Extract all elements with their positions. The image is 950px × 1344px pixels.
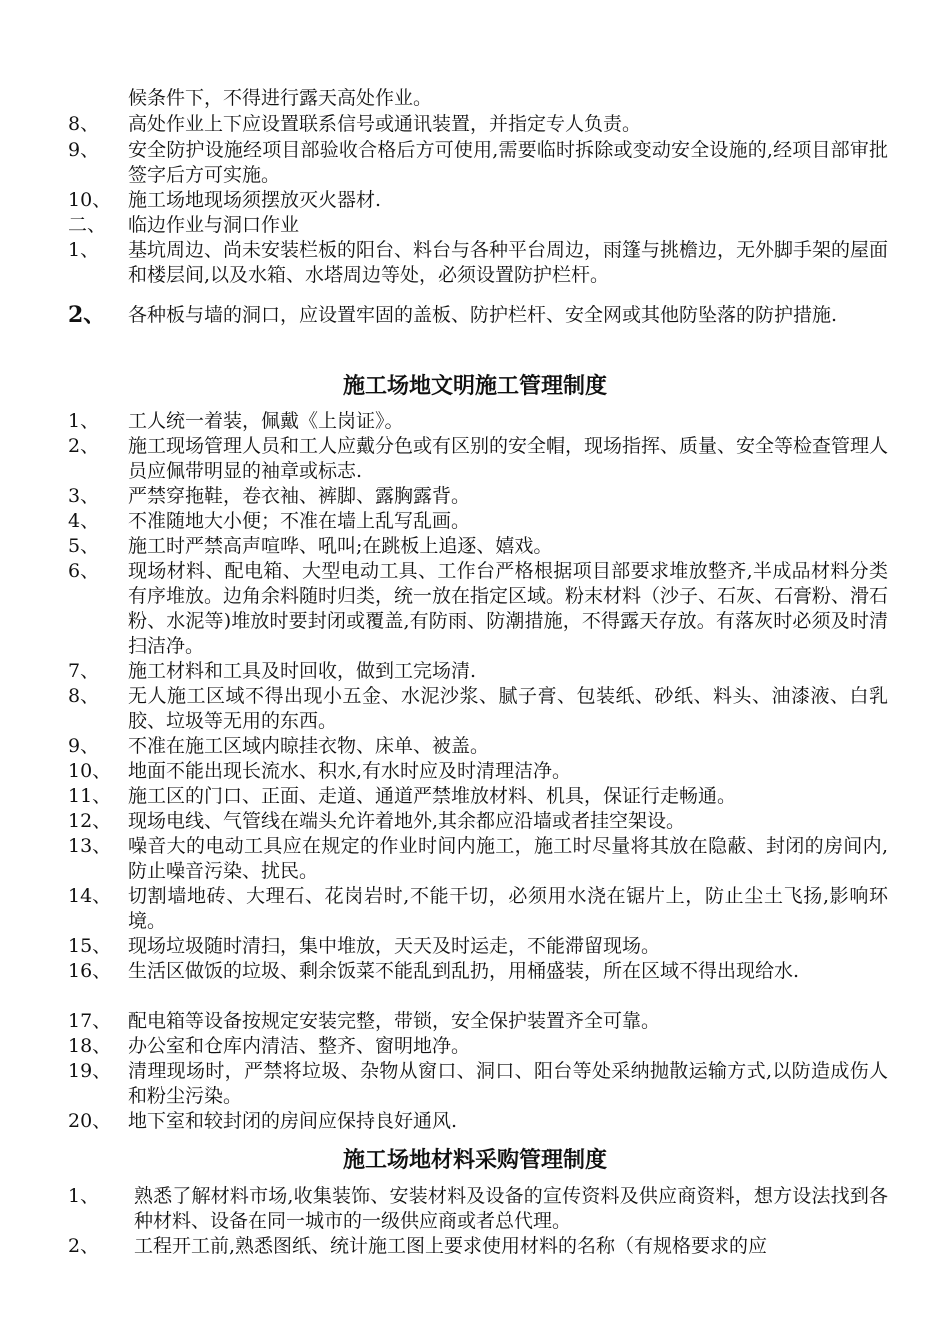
item-text: 清理现场时，严禁将垃圾、杂物从窗口、洞口、阳台等处采纳抛散运输方式,以防造成伤人和粉尘污染。 xyxy=(128,1060,888,1107)
item-text: 噪音大的电动工具应在规定的作业时间内施工，施工时尽量将其放在隐蔽、封闭的房间内,防止噪音污染、扰民。 xyxy=(128,835,888,882)
item-text: 施工区的门口、正面、走道、通道严禁堆放材料、机具，保证行走畅通。 xyxy=(128,785,737,807)
item-text: 严禁穿拖鞋，卷衣袖、裤脚、露胸露背。 xyxy=(128,485,471,507)
item-number: 5、 xyxy=(68,535,100,557)
item-text: 现场电线、气管线在端头允许着地外,其余都应沿墙或者挂空架设。 xyxy=(128,810,686,832)
item-text: 生活区做饭的垃圾、剩余饭菜不能乱到乱扔，用桶盛装，所在区域不得出现给水. xyxy=(128,960,800,982)
item-text: 切割墙地砖、大理石、花岗岩时,不能干切，必须用水浇在锯片上，防止尘土飞扬,影响环境。 xyxy=(128,885,888,932)
continuation-line: 候条件下，不得进行露天高处作业。 xyxy=(128,87,433,109)
item-number: 8、 xyxy=(68,113,100,135)
item-number: 1、 xyxy=(68,239,100,261)
item-text: 工程开工前,熟悉图纸、统计施工图上要求使用材料的名称（有规格要求的应 xyxy=(134,1235,768,1257)
item-text: 基坑周边、尚未安装栏板的阳台、料台与各种平台周边，雨篷与挑檐边，无外脚手架的屋面和楼层间,以及水箱、水塔周边等处，必须设置防护栏杆。 xyxy=(128,239,889,286)
item-number: 10、 xyxy=(68,760,112,782)
item-number: 10、 xyxy=(68,189,112,211)
heading-text: 临边作业与洞口作业 xyxy=(128,214,300,236)
item-number: 1、 xyxy=(68,1185,100,1207)
item-number: 11、 xyxy=(68,785,112,807)
item-text: 高处作业上下应设置联系信号或通讯装置，并指定专人负责。 xyxy=(128,113,642,135)
item-number: 18、 xyxy=(68,1035,112,1057)
item-text: 施工场地现场须摆放灭火器材. xyxy=(128,189,382,211)
item-text: 安全防护设施经项目部验收合格后方可使用,需要临时拆除或变动安全设施的,经项目部审批签字后方可实施。 xyxy=(128,139,888,186)
item-text: 现场垃圾随时清扫，集中堆放，天天及时运走，不能滞留现场。 xyxy=(128,935,661,957)
civil-section-title: 施工场地文明施工管理制度 xyxy=(342,373,607,399)
item-text: 无人施工区域不得出现小五金、水泥沙浆、腻子膏、包装纸、砂纸、料头、油漆液、白乳胶、垃圾等无用的东西。 xyxy=(128,685,888,732)
item-number: 4、 xyxy=(68,510,100,532)
item-text: 地面不能出现长流水、积水,有水时应及时清理洁净。 xyxy=(128,760,572,782)
item-number: 6、 xyxy=(68,560,100,582)
item-text: 配电箱等设备按规定安装完整，带锁，安全保护装置齐全可靠。 xyxy=(128,1010,661,1032)
item-number: 19、 xyxy=(68,1060,112,1082)
item-number: 14、 xyxy=(68,885,112,907)
purchase-section-title: 施工场地材料采购管理制度 xyxy=(342,1147,607,1173)
item-number: 12、 xyxy=(68,810,112,832)
item-text: 施工时严禁高声喧哗、吼叫;在跳板上追逐、嬉戏。 xyxy=(128,535,553,557)
item-text: 工人统一着装，佩戴《上岗证》。 xyxy=(128,410,404,432)
item-text: 不准在施工区域内晾挂衣物、床单、被盖。 xyxy=(128,735,490,757)
item-number: 2、 xyxy=(68,302,106,328)
heading-number: 二、 xyxy=(68,214,107,236)
item-number: 8、 xyxy=(68,685,100,707)
item-number: 16、 xyxy=(68,960,112,982)
item-number: 2、 xyxy=(68,1235,100,1257)
item-number: 1、 xyxy=(68,410,100,432)
item-text: 不准随地大小便；不准在墙上乱写乱画。 xyxy=(128,510,471,532)
item-number: 9、 xyxy=(68,139,100,161)
item-number: 15、 xyxy=(68,935,112,957)
item-number: 7、 xyxy=(68,660,100,682)
item-text: 现场材料、配电箱、大型电动工具、工作台严格根据项目部要求堆放整齐,半成品材料分类有序堆放。边角余料随时归类，统一放在指定区域。粉末材料（沙子、石灰、石膏粉、滑石粉、水泥等)堆放时要封闭或覆盖,有防雨、防潮措施，不得露天存放。有落灰时必须及时清扫洁净。 xyxy=(128,560,889,657)
item-text: 熟悉了解材料市场,收集装饰、安装材料及设备的宣传资料及供应商资料，想方设法找到各种材料、设备在同一城市的一级供应商或者总代理。 xyxy=(134,1185,888,1232)
item-text: 各种板与墙的洞口，应设置牢固的盖板、防护栏杆、安全网或其他防坠落的防护措施. xyxy=(128,304,838,326)
item-text: 施工材料和工具及时回收，做到工完场清. xyxy=(128,660,477,682)
item-text: 办公室和仓库内清洁、整齐、窗明地净。 xyxy=(128,1035,471,1057)
item-number: 13、 xyxy=(68,835,112,857)
item-text: 施工现场管理人员和工人应戴分色或有区别的安全帽，现场指挥、质量、安全等检查管理人员应佩带明显的袖章或标志. xyxy=(128,435,889,482)
item-number: 20、 xyxy=(68,1110,112,1132)
item-number: 9、 xyxy=(68,735,100,757)
item-number: 2、 xyxy=(68,435,100,457)
item-number: 3、 xyxy=(68,485,100,507)
item-text: 地下室和较封闭的房间应保持良好通风. xyxy=(128,1110,458,1132)
item-number: 17、 xyxy=(68,1010,112,1032)
